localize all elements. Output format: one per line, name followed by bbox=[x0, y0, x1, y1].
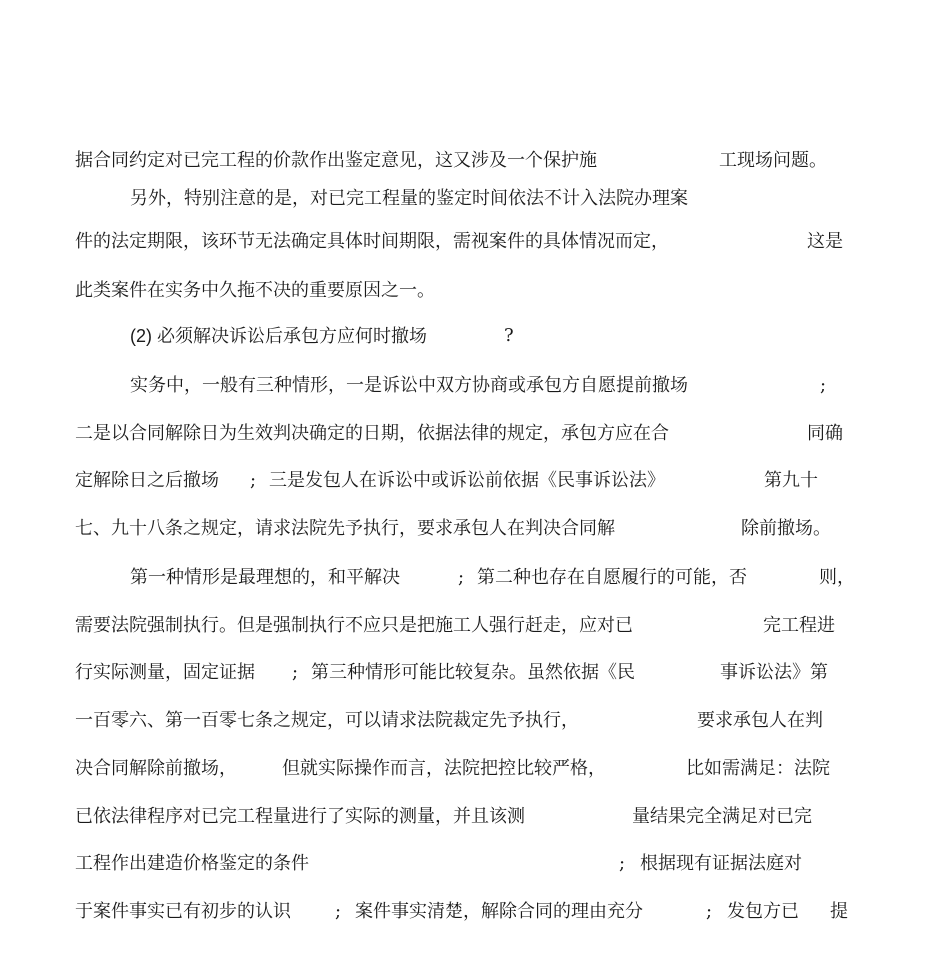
text-segment: 一百零六、第一百零七条之规定，可以请求法院裁定先予执行， bbox=[75, 710, 579, 731]
text-segment: ; bbox=[292, 662, 299, 683]
text-line-7 bbox=[0, 419, 950, 449]
text-line-4 bbox=[0, 276, 950, 306]
text-line-1 bbox=[0, 146, 950, 176]
text-segment: 则， bbox=[819, 567, 855, 588]
text-segment: 于案件事实已有初步的认识 bbox=[75, 901, 291, 922]
text-segment: 量结果完全满足对已完 bbox=[632, 806, 812, 827]
text-segment: 第二种也存在自愿履行的可能，否 bbox=[477, 567, 747, 588]
text-segment: ; bbox=[250, 470, 257, 491]
text-segment: 案件事实清楚，解除合同的理由充分 bbox=[355, 901, 643, 922]
text-segment: 同确 bbox=[807, 423, 843, 444]
text-segment: 三是发包人在诉讼中或诉讼前依据《民事诉讼法》 bbox=[269, 470, 665, 491]
text-segment: 根据现有证据法庭对 bbox=[640, 853, 802, 874]
text-segment: 提 bbox=[830, 901, 848, 922]
text-segment: 另外，特别注意的是，对已完工程量的鉴定时间依法不计入法院办理案 bbox=[130, 188, 688, 209]
text-segment: 此类案件在实务中久拖不决的重要原因之一。 bbox=[75, 280, 435, 301]
text-segment: ; bbox=[706, 901, 713, 922]
text-line-13 bbox=[0, 706, 950, 736]
text-segment: ; bbox=[619, 853, 626, 874]
text-segment: 已依法律程序对已完工程量进行了实际的测量，并且该测 bbox=[75, 806, 525, 827]
text-line-5 bbox=[0, 321, 950, 351]
text-segment: 工程作出建造价格鉴定的条件 bbox=[75, 853, 309, 874]
text-segment: 第九十 bbox=[764, 470, 818, 491]
text-segment: 事诉讼法》第 bbox=[720, 662, 828, 683]
text-line-17 bbox=[0, 897, 950, 927]
text-segment: 件的法定期限，该环节无法确定具体时间期限，需视案件的具体情况而定， bbox=[75, 231, 669, 252]
section-heading: (2) 必须解决诉讼后承包方应何时撤场 bbox=[130, 326, 427, 346]
text-line-9 bbox=[0, 514, 950, 544]
text-line-8 bbox=[0, 466, 950, 496]
text-line-14 bbox=[0, 754, 950, 784]
text-line-16 bbox=[0, 849, 950, 879]
text-line-2 bbox=[0, 184, 950, 214]
text-segment: 这是 bbox=[807, 231, 843, 252]
text-segment: 据合同约定对已完工程的价款作出鉴定意见，这又涉及一个保护施 bbox=[75, 150, 597, 171]
text-segment: 但就实际操作而言，法院把控比较严格， bbox=[282, 758, 606, 779]
text-segment: 第一种情形是最理想的，和平解决 bbox=[130, 567, 400, 588]
text-segment: 第三种情形可能比较复杂。虽然依据《民 bbox=[311, 662, 635, 683]
text-segment: 二是以合同解除日为生效判决确定的日期，依据法律的规定，承包方应在合 bbox=[75, 423, 669, 444]
text-segment: 比如需满足：法院 bbox=[686, 758, 830, 779]
text-line-15 bbox=[0, 802, 950, 832]
text-segment: 七、九十八条之规定，请求法院先予执行，要求承包人在判决合同解 bbox=[75, 518, 615, 539]
text-segment: 需要法院强制执行。但是强制执行不应只是把施工人强行赶走，应对已 bbox=[75, 615, 633, 636]
text-segment: 完工程进 bbox=[763, 615, 835, 636]
text-segment: 除前撤场。 bbox=[741, 518, 831, 539]
text-segment: 行实际测量，固定证据 bbox=[75, 662, 255, 683]
text-segment: ; bbox=[335, 901, 342, 922]
text-line-6 bbox=[0, 371, 950, 401]
text-line-12 bbox=[0, 658, 950, 688]
text-line-10 bbox=[0, 563, 950, 593]
text-line-11 bbox=[0, 611, 950, 641]
text-segment: 工现场问题。 bbox=[719, 150, 827, 171]
text-segment: ; bbox=[820, 375, 827, 396]
text-segment: 发包方已 bbox=[727, 901, 799, 922]
text-segment: 定解除日之后撤场 bbox=[75, 470, 219, 491]
text-segment: 实务中，一般有三种情形，一是诉讼中双方协商或承包方自愿提前撤场 bbox=[130, 375, 688, 396]
text-segment: ; bbox=[458, 567, 465, 588]
text-segment: 决合同解除前撤场， bbox=[75, 758, 237, 779]
text-line-3 bbox=[0, 227, 950, 257]
text-segment: ? bbox=[504, 325, 514, 346]
text-segment: 要求承包人在判 bbox=[697, 710, 823, 731]
